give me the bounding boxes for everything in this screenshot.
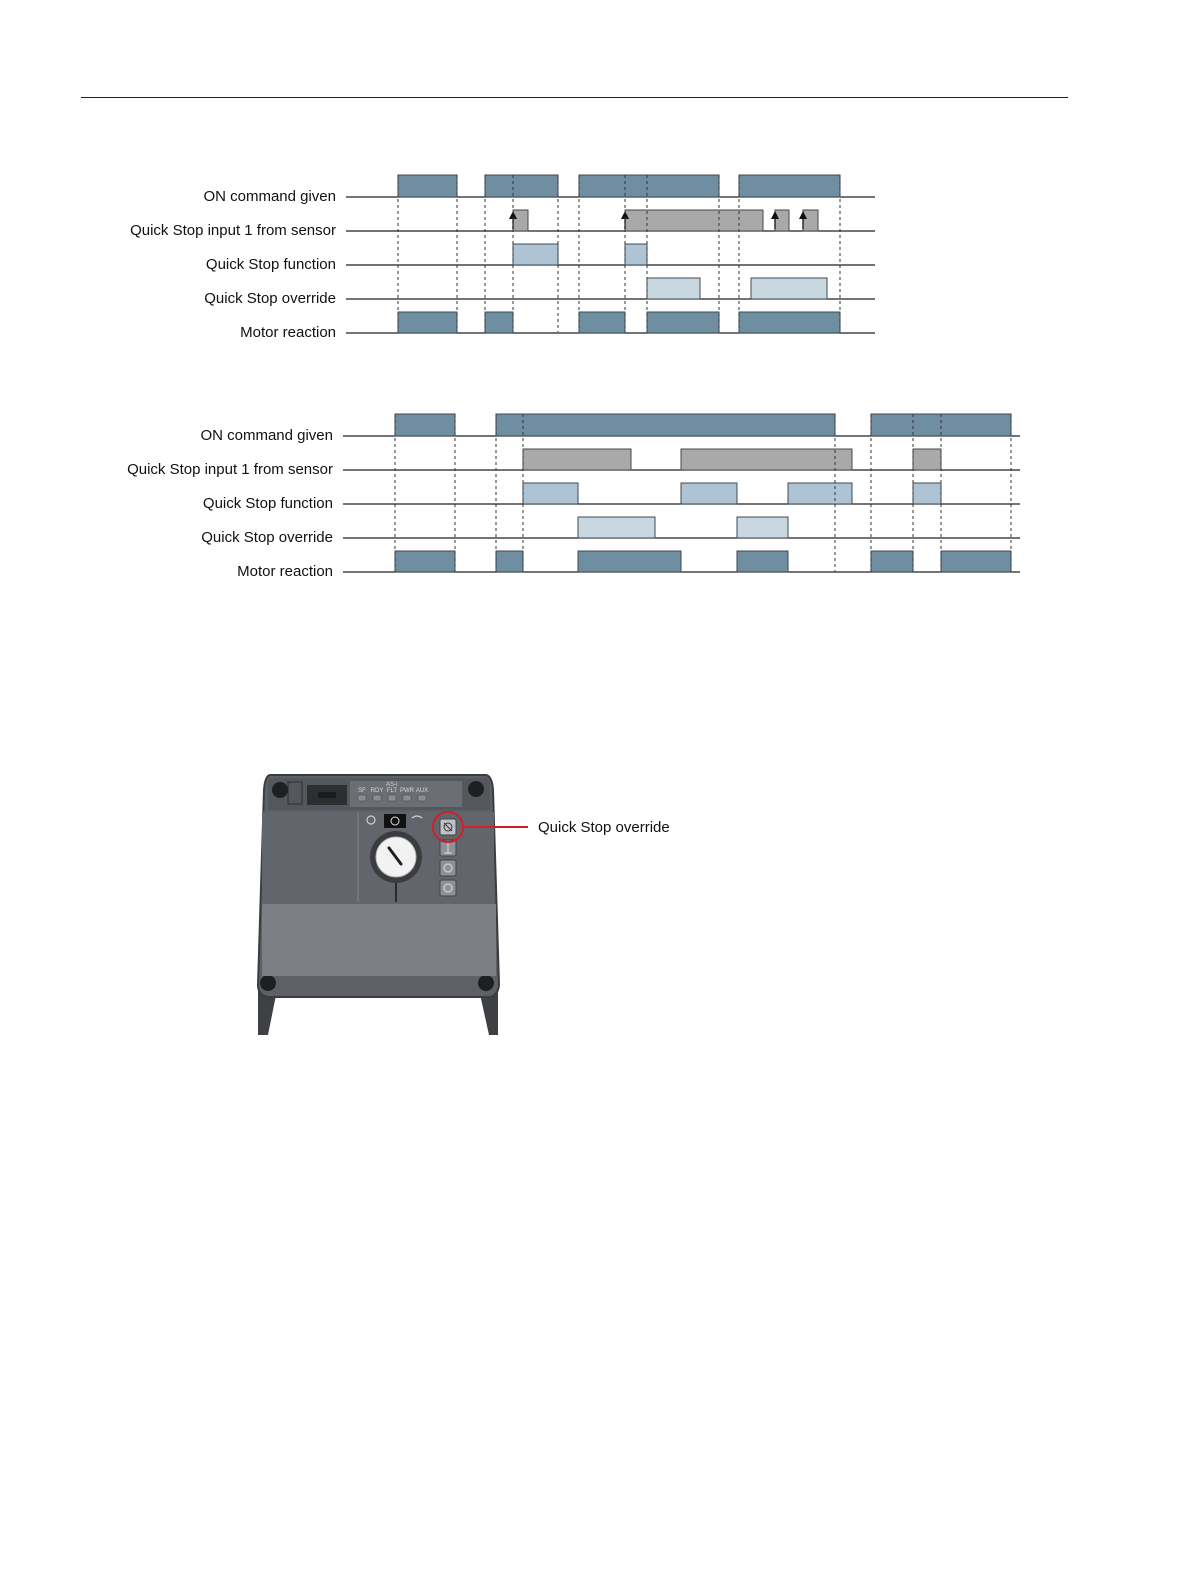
signal-row-3: [206, 244, 875, 273]
signal-row-1: [203, 175, 875, 205]
led-label: PWR: [400, 788, 414, 794]
start-button[interactable]: [440, 860, 456, 876]
pulse: [737, 551, 788, 572]
led-panel: [350, 781, 462, 807]
signal-label: ON command given: [200, 427, 333, 444]
led-label: RDY: [370, 788, 384, 794]
signal-label: Motor reaction: [240, 324, 336, 341]
pulse: [739, 312, 840, 333]
motor-starter-device: [258, 775, 670, 1035]
signal-row-4: [204, 278, 875, 307]
signal-row-2: [127, 449, 1020, 478]
pulse: [739, 175, 840, 197]
signal-label: Motor reaction: [237, 563, 333, 580]
pulse: [647, 312, 719, 333]
pulse: [751, 278, 827, 299]
pulse: [788, 483, 852, 504]
pulse: [578, 517, 655, 538]
signal-row-3: [203, 483, 1020, 512]
led-indicator: [358, 795, 366, 801]
bus-label: AS-i: [386, 782, 398, 788]
pulse: [681, 449, 852, 470]
pulse: [578, 551, 681, 572]
pulse: [398, 312, 457, 333]
led-indicator: [418, 795, 426, 801]
pulse: [941, 551, 1011, 572]
pulse: [395, 551, 455, 572]
signal-label: Quick Stop input 1 from sensor: [130, 222, 336, 239]
mode-indicator-box: [384, 814, 406, 828]
pulse: [625, 244, 647, 265]
pulse: [681, 483, 737, 504]
led-indicator: [403, 795, 411, 801]
signal-row-2: [130, 210, 875, 239]
pulse: [737, 517, 788, 538]
led-label: SF: [358, 788, 366, 794]
pulse: [395, 414, 455, 436]
signal-label: Quick Stop override: [201, 529, 333, 546]
pulse: [513, 244, 558, 265]
led-indicator: [373, 795, 381, 801]
callout-label: Quick Stop override: [538, 819, 670, 836]
screw-top-right: [468, 781, 484, 797]
led-indicator: [388, 795, 396, 801]
pulse: [913, 449, 941, 470]
pulse: [647, 278, 700, 299]
pulse: [485, 175, 558, 197]
reset-button[interactable]: [440, 880, 456, 896]
signal-row-1: [200, 414, 1020, 444]
timing-diagram-2: [127, 414, 1020, 580]
pulse: [398, 175, 457, 197]
signal-row-5: [237, 551, 1020, 580]
device-connector-slot: [318, 792, 336, 798]
signal-label: Quick Stop override: [204, 290, 336, 307]
screw-bottom-right: [478, 975, 494, 991]
pulse: [803, 210, 818, 231]
pulse: [496, 551, 523, 572]
pulse: [579, 312, 625, 333]
pulse: [625, 210, 763, 231]
pulse: [513, 210, 528, 231]
pulse: [579, 175, 719, 197]
pulse: [523, 449, 631, 470]
led-label: AUX: [415, 788, 429, 794]
timing-diagram-1: [130, 175, 875, 341]
screw-bottom-left: [260, 975, 276, 991]
pulse: [871, 551, 913, 572]
device-lower-cover: [262, 904, 496, 976]
signal-row-4: [201, 517, 1020, 546]
signal-label: Quick Stop input 1 from sensor: [127, 461, 333, 478]
pulse: [523, 483, 578, 504]
pulse: [913, 483, 941, 504]
signal-label: Quick Stop function: [202, 495, 333, 512]
pulse: [775, 210, 789, 231]
pulse: [485, 312, 513, 333]
pulse: [496, 414, 835, 436]
signal-label: ON command given: [203, 188, 336, 205]
led-label: FLT: [386, 788, 398, 794]
screw-top-left: [272, 782, 288, 798]
signal-label: Quick Stop function: [205, 256, 336, 273]
